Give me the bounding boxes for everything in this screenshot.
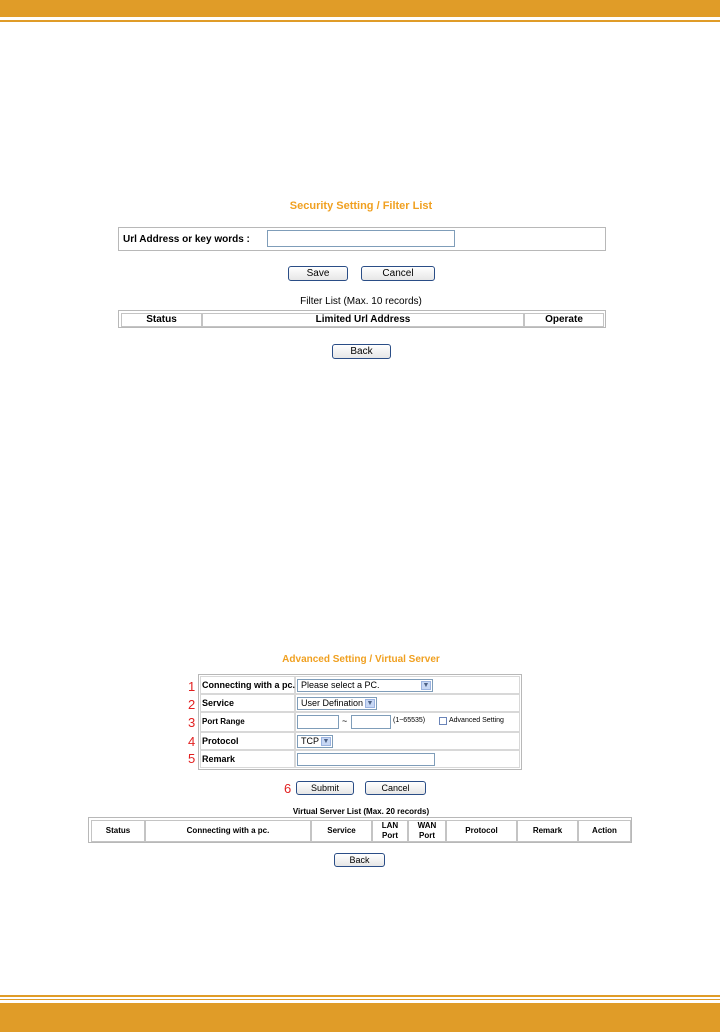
- back-button[interactable]: Back: [334, 853, 385, 867]
- step-number-3: 3: [188, 715, 196, 730]
- step-number-6: 6: [284, 781, 292, 796]
- column-header-action: Action: [578, 820, 631, 842]
- port-range-label: Port Range: [202, 717, 245, 726]
- step-number-2: 2: [188, 697, 196, 712]
- column-header-wan-port: WAN Port: [408, 820, 446, 842]
- url-filter-form: [118, 227, 606, 251]
- chevron-down-icon: ▼: [366, 700, 374, 707]
- top-header-bar: [0, 0, 720, 17]
- bottom-divider-line: [0, 999, 720, 1000]
- connecting-pc-select[interactable]: [297, 679, 433, 692]
- column-header-protocol: Protocol: [446, 820, 517, 842]
- step-number-5: 5: [188, 751, 196, 766]
- column-header-status: Status: [121, 313, 202, 327]
- step-number-1: 1: [188, 679, 196, 694]
- connecting-pc-value: Please select a PC.: [301, 680, 380, 690]
- filter-list-table: [118, 310, 606, 328]
- remark-input[interactable]: [297, 753, 435, 766]
- port-range-separator: ~: [342, 716, 348, 726]
- virtual-server-list-table: [88, 817, 632, 843]
- bottom-footer-bar: [0, 1003, 720, 1032]
- service-value: User Defination: [301, 698, 364, 708]
- service-select[interactable]: [297, 697, 377, 710]
- port-range-hint: (1~65535): [393, 717, 426, 724]
- chevron-down-icon: ▼: [422, 682, 430, 689]
- column-header-service: Service: [311, 820, 372, 842]
- advanced-setting-label: Advanced Setting: [449, 717, 504, 724]
- remark-label: Remark: [202, 754, 236, 764]
- port-range-start-input[interactable]: [297, 715, 339, 729]
- connecting-pc-label: Connecting with a pc.: [202, 680, 296, 690]
- top-divider-line: [0, 20, 720, 22]
- back-button[interactable]: Back: [332, 344, 391, 359]
- column-header-operate: Operate: [524, 313, 604, 327]
- column-header-status: Status: [91, 820, 145, 842]
- chevron-down-icon: ▼: [322, 738, 330, 745]
- url-address-label: Url Address or key words :: [123, 234, 250, 245]
- column-header-lan-port: LAN Port: [372, 820, 408, 842]
- virtual-server-page-title: Advanced Setting / Virtual Server: [282, 654, 440, 665]
- protocol-label: Protocol: [202, 736, 239, 746]
- submit-button[interactable]: Submit: [296, 781, 354, 795]
- column-header-connecting-pc: Connecting with a pc.: [145, 820, 311, 842]
- cancel-button[interactable]: Cancel: [361, 266, 435, 281]
- virtual-server-list-title: Virtual Server List (Max. 20 records): [292, 807, 430, 816]
- filter-page-title: Security Setting / Filter List: [289, 200, 433, 212]
- port-range-end-input[interactable]: [351, 715, 391, 729]
- save-button[interactable]: Save: [288, 266, 348, 281]
- protocol-select[interactable]: [297, 735, 333, 748]
- bottom-divider-line: [0, 995, 720, 997]
- filter-list-title: Filter List (Max. 10 records): [300, 296, 422, 307]
- protocol-value: TCP: [301, 736, 319, 746]
- virtual-server-form: [198, 674, 522, 770]
- column-header-limited-url: Limited Url Address: [202, 313, 524, 327]
- cancel-button[interactable]: Cancel: [365, 781, 426, 795]
- column-header-remark: Remark: [517, 820, 578, 842]
- advanced-setting-checkbox[interactable]: [439, 717, 447, 725]
- url-address-input[interactable]: [267, 230, 455, 247]
- service-label: Service: [202, 698, 235, 708]
- step-number-4: 4: [188, 734, 196, 749]
